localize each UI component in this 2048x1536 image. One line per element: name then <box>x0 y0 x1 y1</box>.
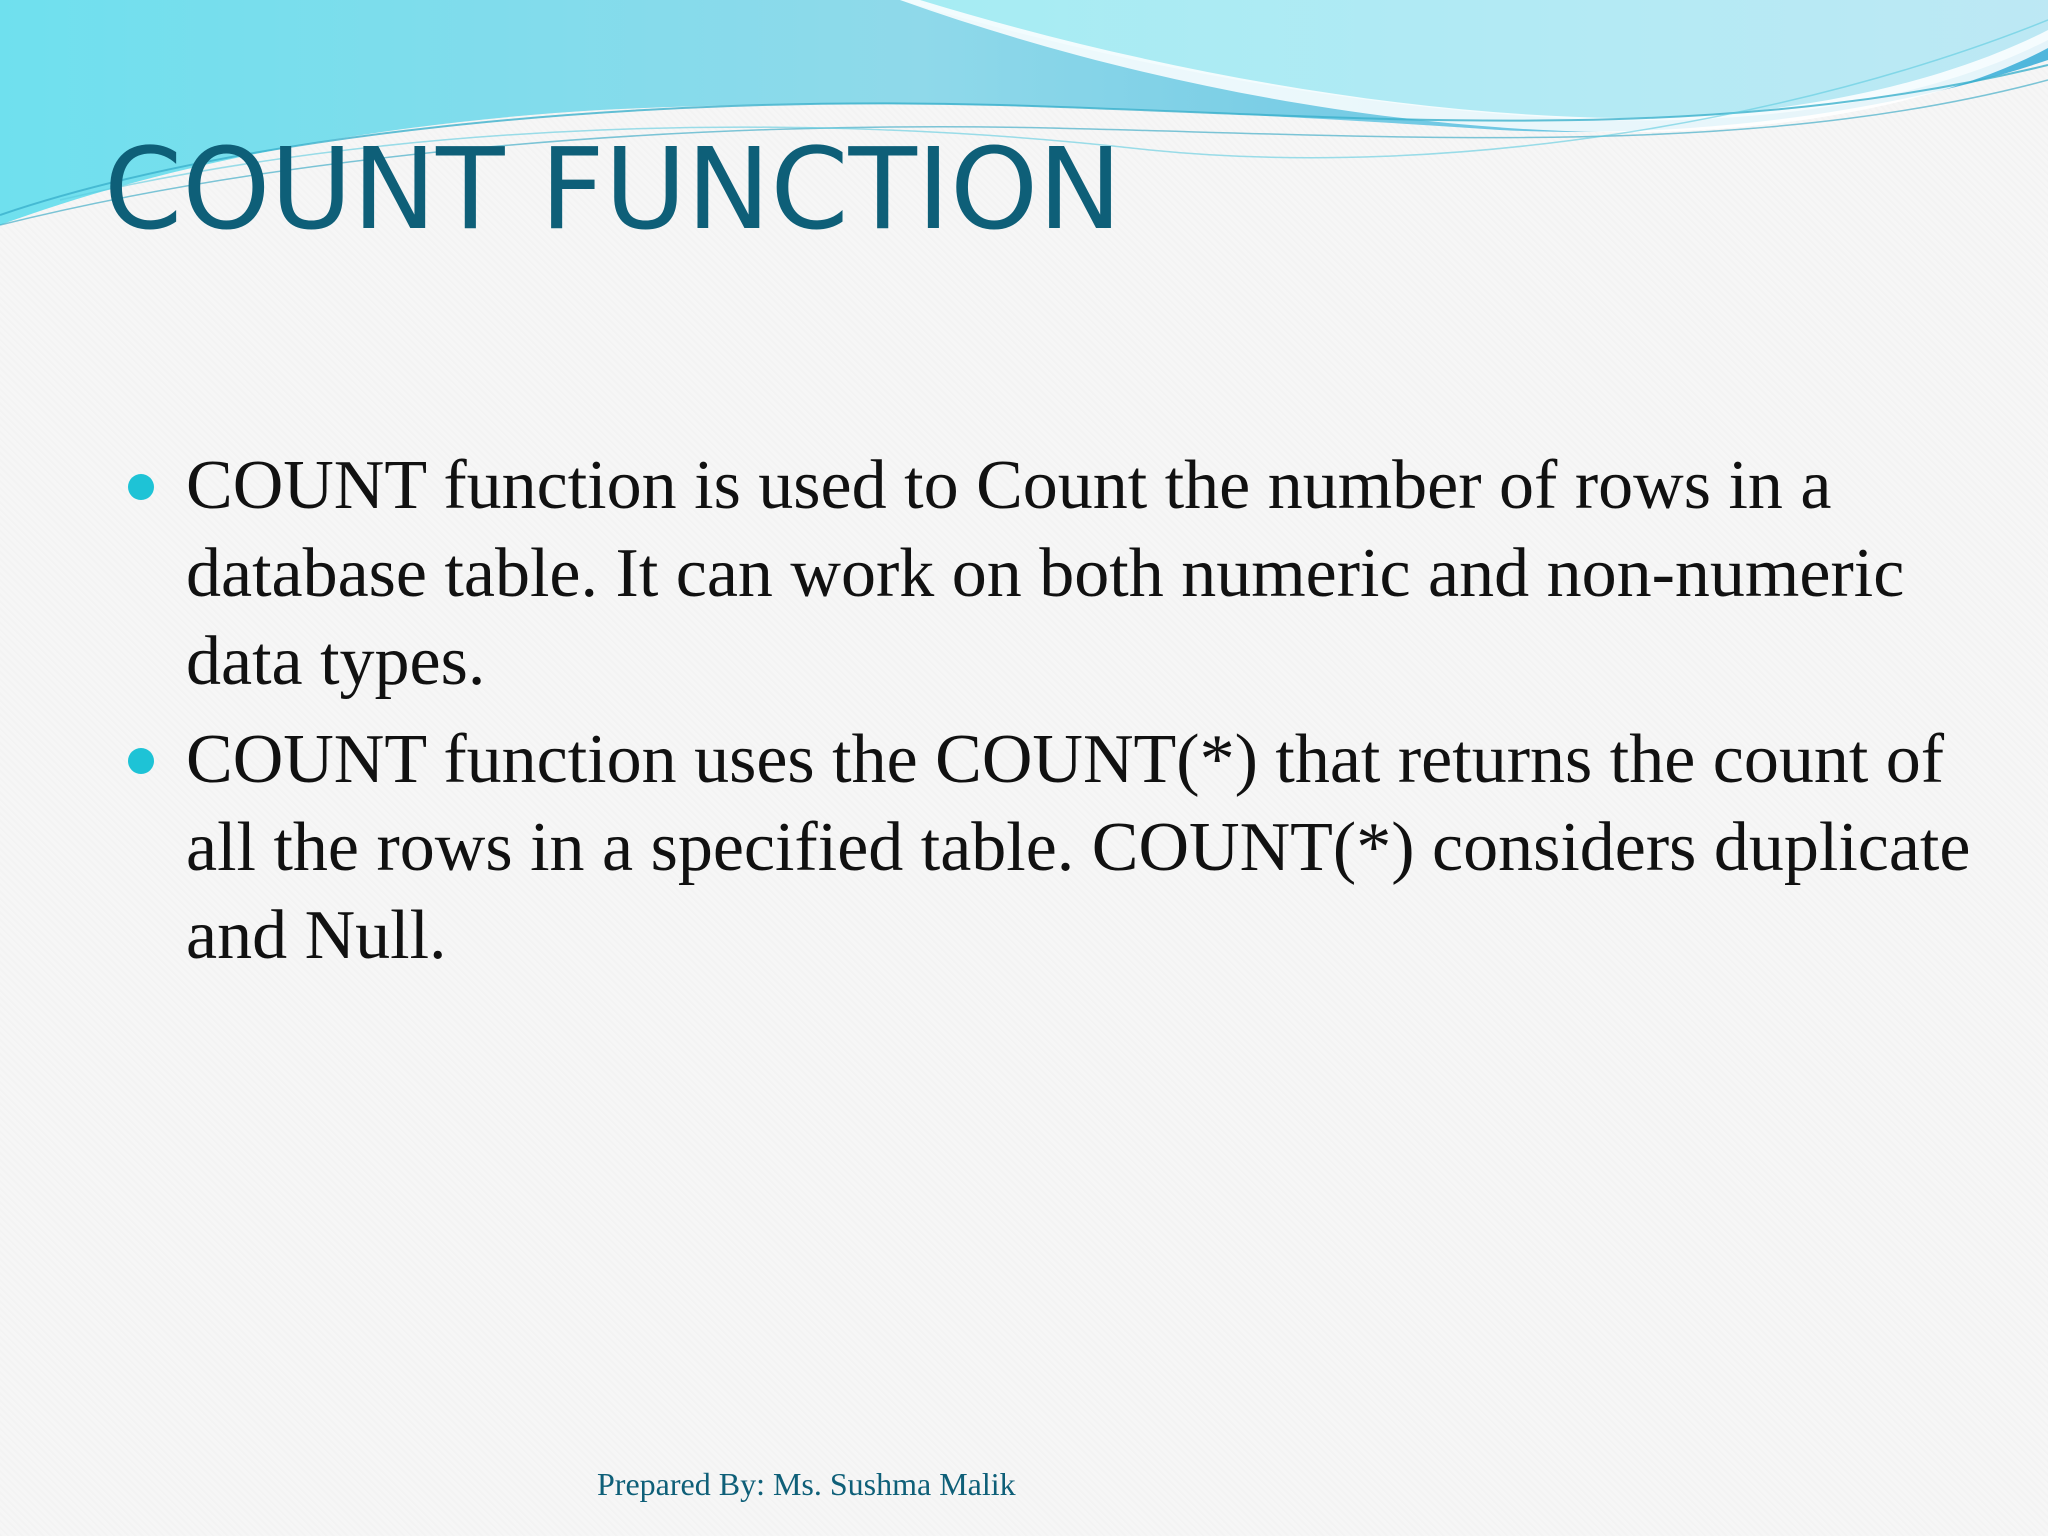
bullet-dot-icon <box>128 474 154 500</box>
bullet-list <box>128 442 1971 990</box>
bullet-text: COUNT function uses the COUNT(*) that returns the count of all the rows in a specified table. COUNT(*) considers duplicate and Null. <box>186 721 1971 974</box>
footer-credit: Prepared By: Ms. Sushma Malik <box>597 1466 1016 1502</box>
bullet-item <box>128 442 1928 706</box>
slide-title: COUNT FUNCTION <box>104 125 1122 255</box>
bullet-text: COUNT function is used to Count the number of rows in a database table. It can work on both numeric and non-numeric data types. <box>186 447 1905 700</box>
bullet-item <box>128 716 1971 980</box>
bullet-dot-icon <box>128 748 154 774</box>
